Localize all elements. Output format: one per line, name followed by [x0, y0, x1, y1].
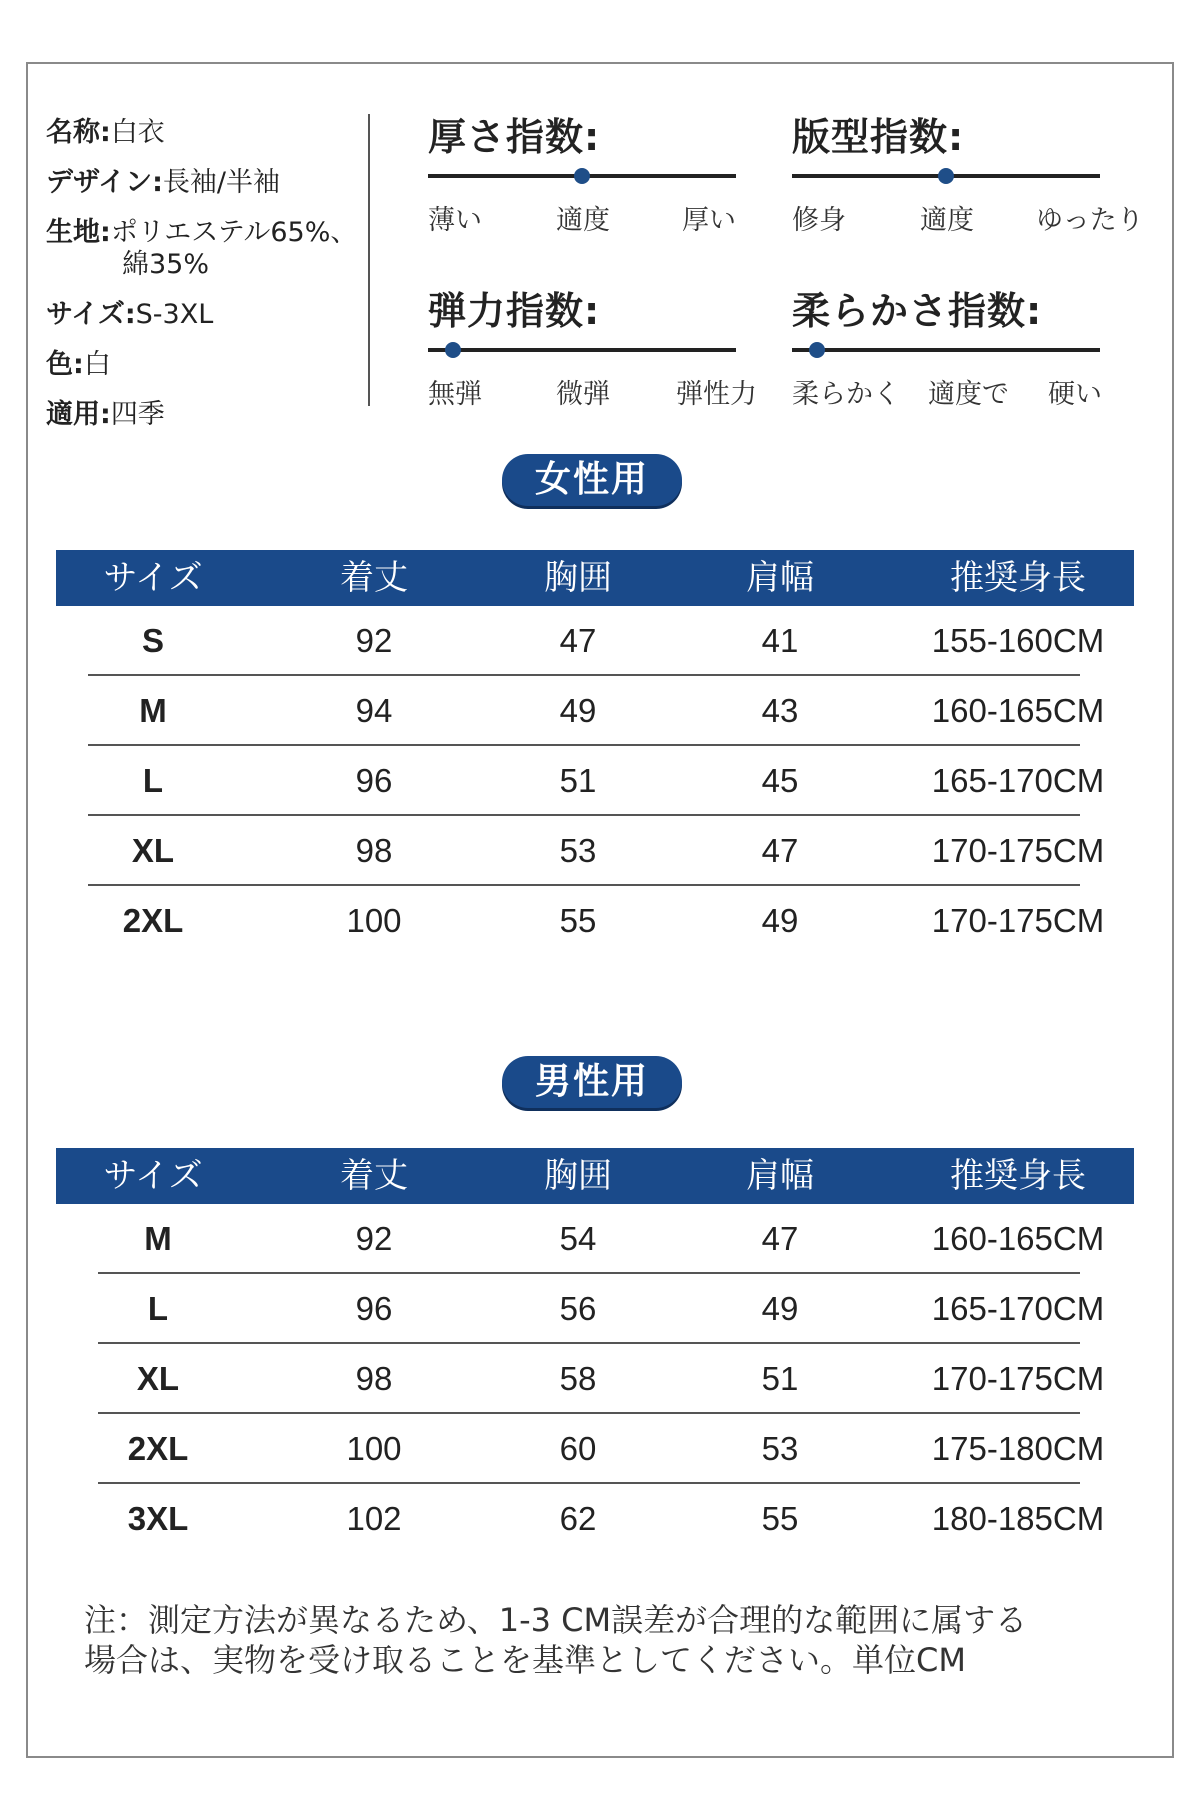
index-marker — [445, 342, 461, 358]
cell-length: 102 — [346, 1500, 402, 1537]
index-label: 適度 — [920, 205, 974, 236]
index-title: 柔らかさ指数: — [792, 289, 1043, 333]
cell-shoulder: 43 — [761, 692, 799, 729]
index-label: 硬い — [1048, 379, 1102, 410]
index-scale — [792, 348, 1100, 352]
cell-height: 155-160CM — [931, 622, 1105, 659]
info-season: 適用:四季 — [46, 399, 165, 430]
cell-chest: 55 — [559, 902, 597, 939]
vertical-divider — [368, 114, 370, 406]
table-row — [56, 1414, 1134, 1484]
cell-size: S — [141, 622, 165, 659]
elasticity-index — [428, 280, 788, 410]
cell-length: 92 — [355, 1220, 393, 1257]
cell-height: 165-170CM — [931, 1290, 1105, 1327]
cell-length: 98 — [355, 832, 393, 869]
table-row — [56, 746, 1134, 816]
fit-index — [792, 106, 1152, 236]
index-title: 弾力指数: — [428, 289, 601, 333]
header-height: 推奨身長 — [950, 1156, 1086, 1196]
cell-chest: 56 — [559, 1290, 597, 1327]
cell-chest: 58 — [559, 1360, 597, 1397]
cell-chest: 47 — [559, 622, 597, 659]
cell-chest: 51 — [559, 762, 597, 799]
header-shoulder: 肩幅 — [746, 558, 814, 598]
header-length: 着丈 — [340, 1156, 408, 1196]
cell-height: 180-185CM — [931, 1500, 1105, 1537]
product-info — [46, 108, 357, 440]
cell-length: 94 — [355, 692, 393, 729]
cell-length: 100 — [346, 902, 402, 939]
cell-shoulder: 45 — [761, 762, 799, 799]
cell-chest: 54 — [559, 1220, 597, 1257]
table-row — [56, 606, 1134, 676]
cell-chest: 60 — [559, 1430, 597, 1467]
cell-size: L — [147, 1290, 169, 1327]
header-height: 推奨身長 — [950, 558, 1086, 598]
cell-length: 96 — [355, 1290, 393, 1327]
men-size-table — [56, 1148, 1134, 1554]
header-length: 着丈 — [340, 558, 408, 598]
women-section-title: 女性用 — [502, 454, 682, 506]
table-header — [56, 550, 1134, 606]
cell-shoulder: 41 — [761, 622, 799, 659]
cell-shoulder: 49 — [761, 902, 799, 939]
men-section-title: 男性用 — [502, 1056, 682, 1108]
cell-height: 175-180CM — [931, 1430, 1105, 1467]
index-label: 修身 — [792, 205, 846, 236]
cell-shoulder: 49 — [761, 1290, 799, 1327]
index-label: ゆったり — [1036, 205, 1144, 236]
cell-size: L — [142, 762, 164, 799]
cell-shoulder: 55 — [761, 1500, 799, 1537]
index-scale — [792, 174, 1100, 178]
index-marker — [574, 168, 590, 184]
cell-chest: 53 — [559, 832, 597, 869]
info-size: サイズ:S-3XL — [46, 299, 214, 330]
table-row — [56, 816, 1134, 886]
info-fabric: 生地:ポリエステル65%、 — [46, 217, 358, 248]
cell-size: M — [144, 1220, 172, 1257]
cell-height: 160-165CM — [931, 1220, 1105, 1257]
header-shoulder: 肩幅 — [746, 1156, 814, 1196]
cell-size: 2XL — [122, 902, 184, 939]
cell-length: 98 — [355, 1360, 393, 1397]
index-label: 無弾 — [428, 379, 482, 410]
cell-height: 160-165CM — [931, 692, 1105, 729]
cell-size: 3XL — [127, 1500, 189, 1537]
header-chest: 胸囲 — [544, 1156, 612, 1196]
header-size: サイズ — [103, 558, 203, 598]
note-line-1: 注：測定方法が異なるため、1-3 CM誤差が合理的な範囲に属する — [84, 1601, 1028, 1639]
cell-shoulder: 51 — [761, 1360, 799, 1397]
index-label: 厚い — [682, 205, 736, 236]
table-row — [56, 676, 1134, 746]
cell-chest: 49 — [559, 692, 597, 729]
index-marker — [809, 342, 825, 358]
index-title: 厚さ指数: — [428, 115, 601, 159]
index-scale — [428, 174, 736, 178]
header-size: サイズ — [103, 1156, 203, 1196]
info-design: デザイン:長袖/半袖 — [46, 167, 281, 198]
table-row — [56, 1274, 1134, 1344]
cell-length: 96 — [355, 762, 393, 799]
info-color: 色:白 — [46, 349, 111, 380]
cell-size: M — [139, 692, 167, 729]
cell-shoulder: 53 — [761, 1430, 799, 1467]
measurement-note — [84, 1600, 1027, 1680]
table-row — [56, 1344, 1134, 1414]
softness-index — [792, 280, 1152, 410]
cell-length: 92 — [355, 622, 393, 659]
table-row — [56, 1484, 1134, 1554]
index-label: 薄い — [428, 205, 482, 236]
cell-length: 100 — [346, 1430, 402, 1467]
header-chest: 胸囲 — [544, 558, 612, 598]
women-size-table — [56, 550, 1134, 956]
table-header — [56, 1148, 1134, 1204]
cell-height: 165-170CM — [931, 762, 1105, 799]
table-row — [56, 1204, 1134, 1274]
index-label: 弾性力 — [676, 379, 757, 410]
index-label: 適度で — [928, 379, 1009, 410]
index-title: 版型指数: — [792, 115, 965, 159]
cell-size: XL — [136, 1360, 180, 1397]
cell-shoulder: 47 — [761, 832, 799, 869]
cell-height: 170-175CM — [931, 832, 1105, 869]
cell-shoulder: 47 — [761, 1220, 799, 1257]
table-row — [56, 886, 1134, 956]
index-scale — [428, 348, 736, 352]
thickness-index — [428, 106, 788, 236]
note-line-2: 場合は、実物を受け取ることを基準としてください。単位CM — [84, 1641, 966, 1679]
index-label: 柔らかく — [792, 379, 900, 410]
cell-size: XL — [131, 832, 175, 869]
info-fabric-cont: 綿35% — [122, 249, 210, 280]
cell-chest: 62 — [559, 1500, 597, 1537]
cell-size: 2XL — [127, 1430, 189, 1467]
cell-height: 170-175CM — [931, 902, 1105, 939]
cell-height: 170-175CM — [931, 1360, 1105, 1397]
index-marker — [938, 168, 954, 184]
index-label: 適度 — [556, 205, 610, 236]
info-name: 名称:白衣 — [46, 117, 165, 148]
index-label: 微弾 — [556, 379, 610, 410]
